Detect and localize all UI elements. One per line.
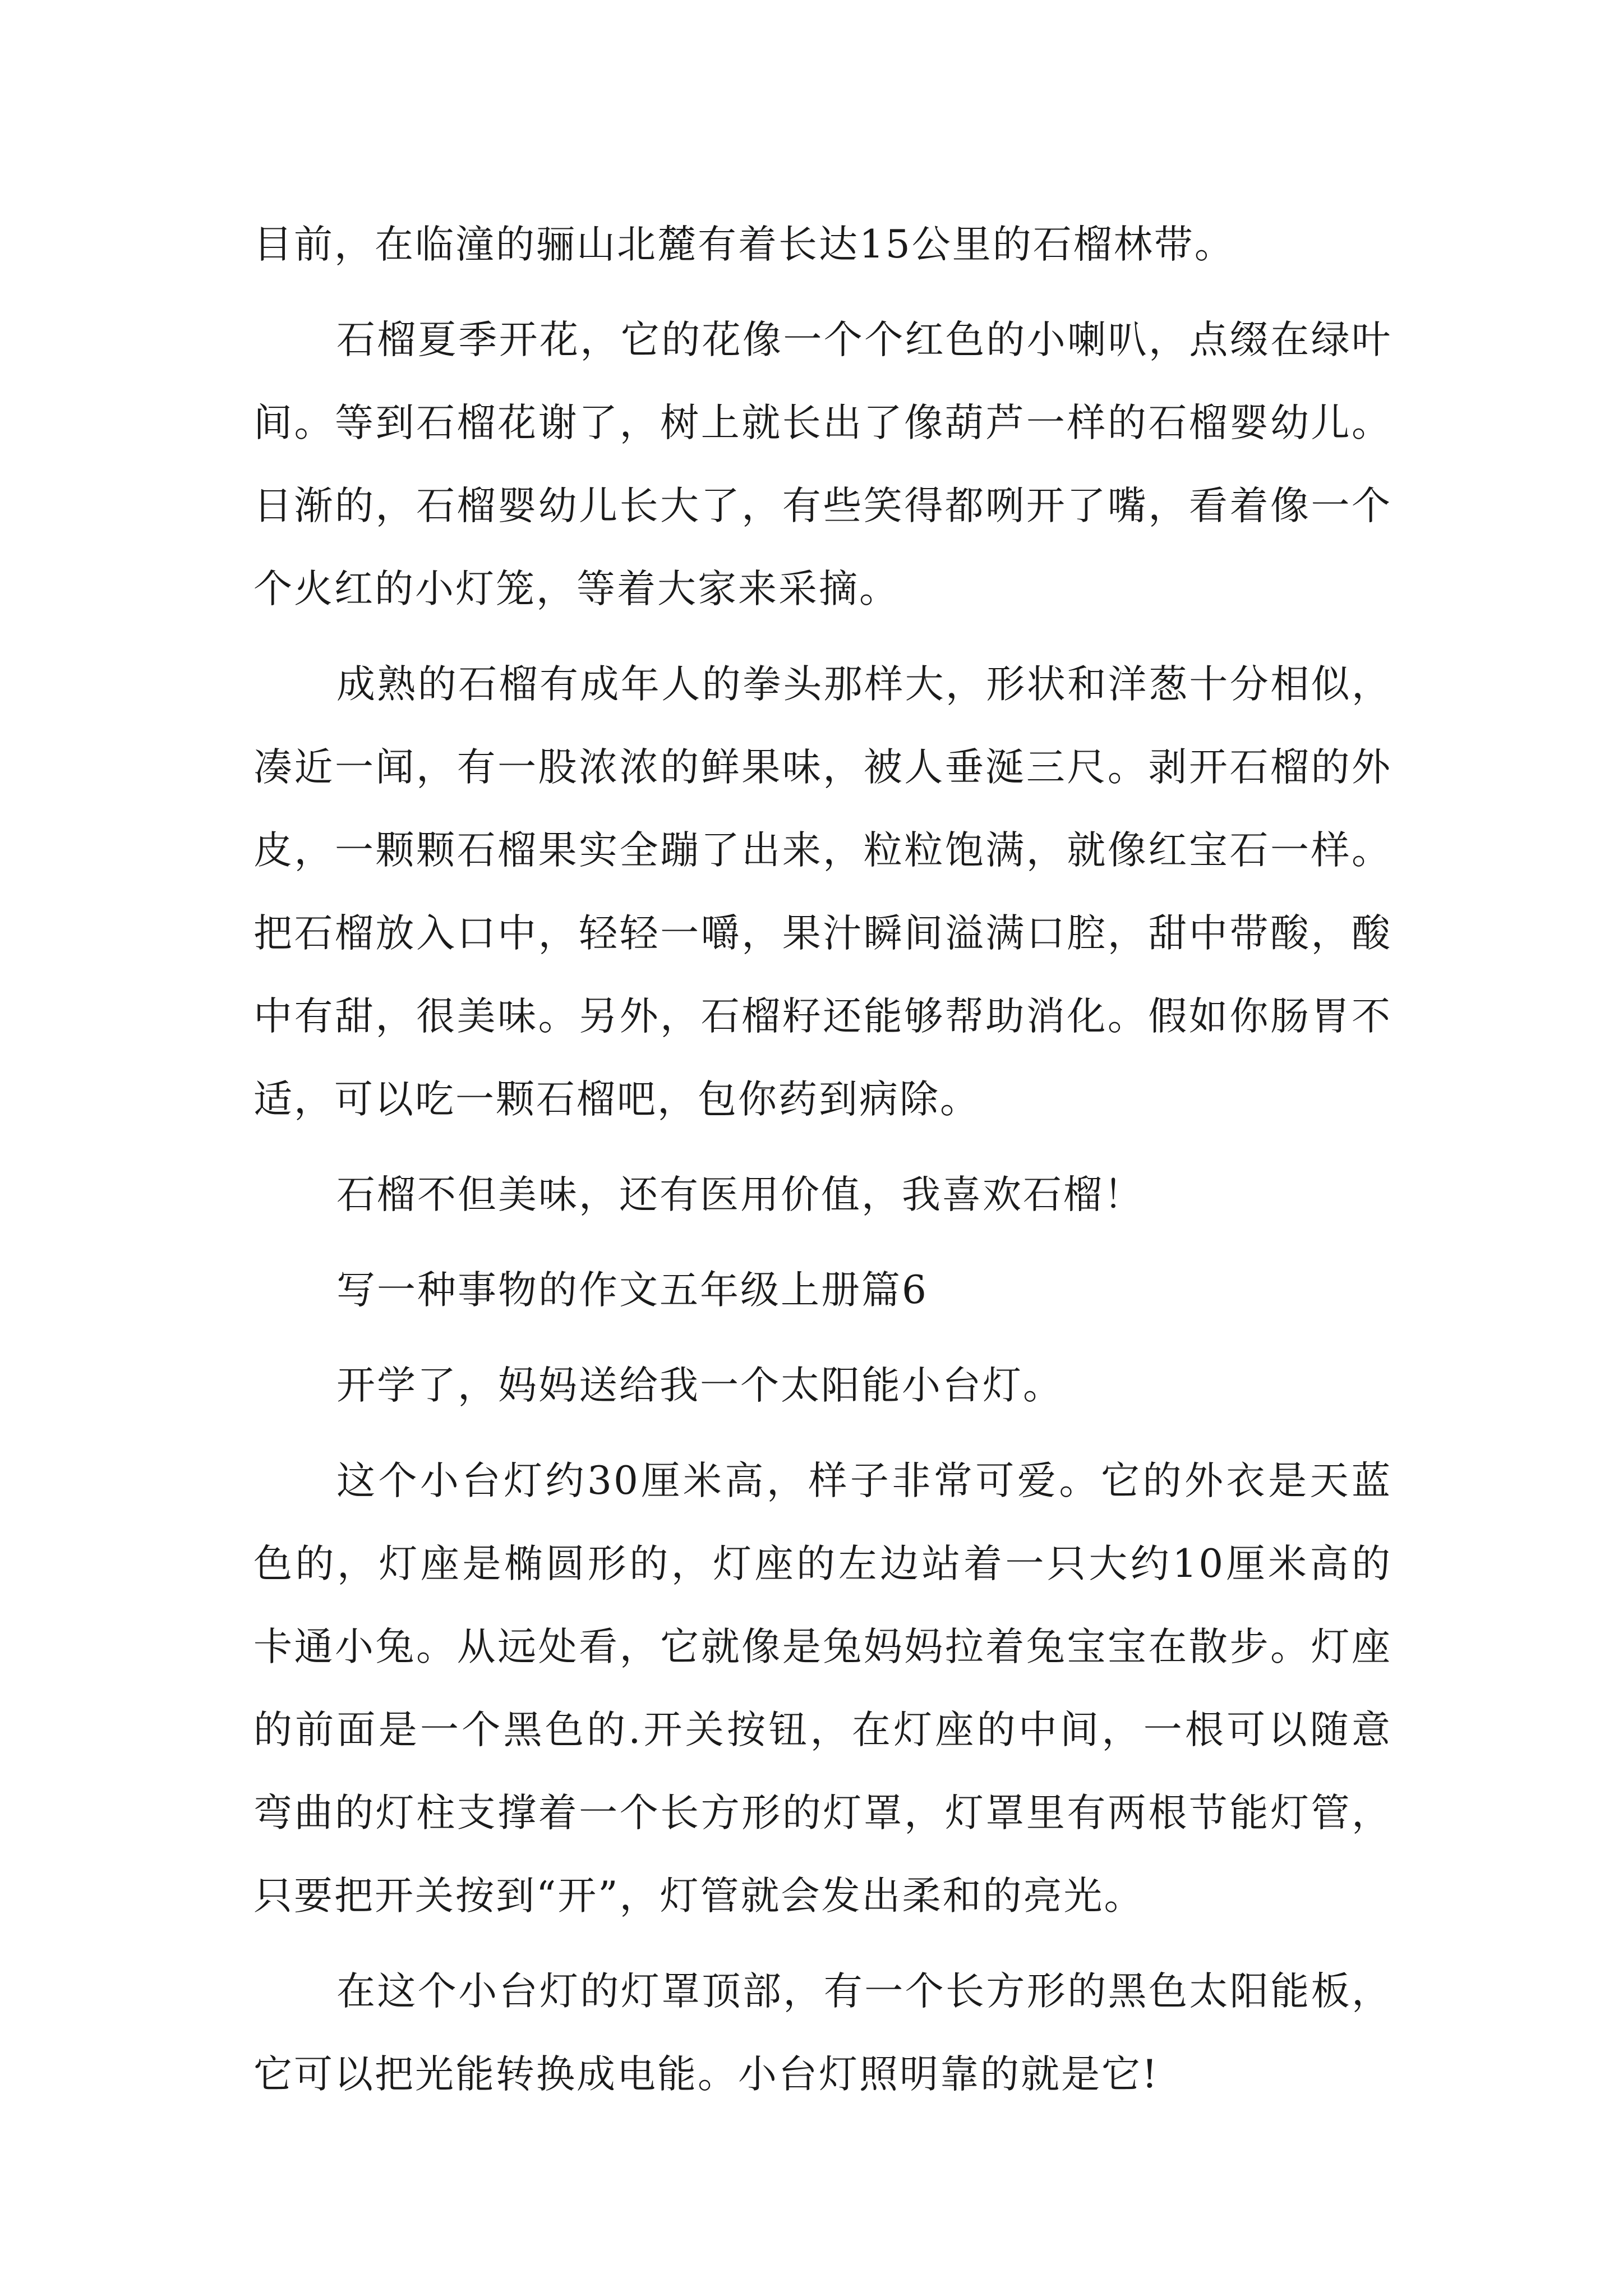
section-heading: 写一种事物的作文五年级上册篇6 <box>336 1268 928 1313</box>
paragraph-1: 目前，在临潼的骊山北麓有着长达15公里的石榴林带。 <box>253 222 1235 267</box>
paragraph-7: 这个小台灯约30厘米高，样子非常可爱。它的外衣是天蓝色的，灯座是椭圆形的，灯座的左边站着一只大约10厘米高的卡通小兔。从远处看，它就像是兔妈妈拉着兔宝宝在散步。灯座的前面是一个黑色的.开关按钮，在灯座的中间，一根可以随意弯曲的灯柱支撑着一个长方形的灯罩，灯罩里有两根节能灯管，只要把开关按到“开”，灯管就会发出柔和的亮光。 <box>253 1458 1392 1918</box>
paragraph-3: 成熟的石榴有成年人的拳头那样大，形状和洋葱十分相似，凑近一闻，有一股浓浓的鲜果味，被人垂涎三尺。剥开石榴的外皮，一颗颗石榴果实全蹦了出来，粒粒饱满，就像红宝石一样。把石榴放入口中，轻轻一嚼，果汁瞬间溢满口腔，甜中带酸，酸中有甜，很美味。另外，石榴籽还能够帮助消化。假如你肠胃不适，可以吃一颗石榴吧，包你药到病除。 <box>253 662 1392 1122</box>
paragraph-6: 开学了，妈妈送给我一个太阳能小台灯。 <box>336 1363 1063 1408</box>
paragraph-4: 石榴不但美味，还有医用价值，我喜欢石榴！ <box>336 1172 1144 1217</box>
paragraph-2: 石榴夏季开花，它的花像一个个红色的小喇叭，点缀在绿叶间。等到石榴花谢了，树上就长出了像葫芦一样的石榴婴幼儿。日渐的，石榴婴幼儿长大了，有些笑得都咧开了嘴，看着像一个个火红的小灯笼，等着大家来采摘。 <box>253 318 1392 611</box>
paragraph-8: 在这个小台灯的灯罩顶部，有一个长方形的黑色太阳能板，它可以把光能转换成电能。小台灯照明靠的就是它! <box>253 1969 1392 2097</box>
document-body <box>253 203 1392 2116</box>
